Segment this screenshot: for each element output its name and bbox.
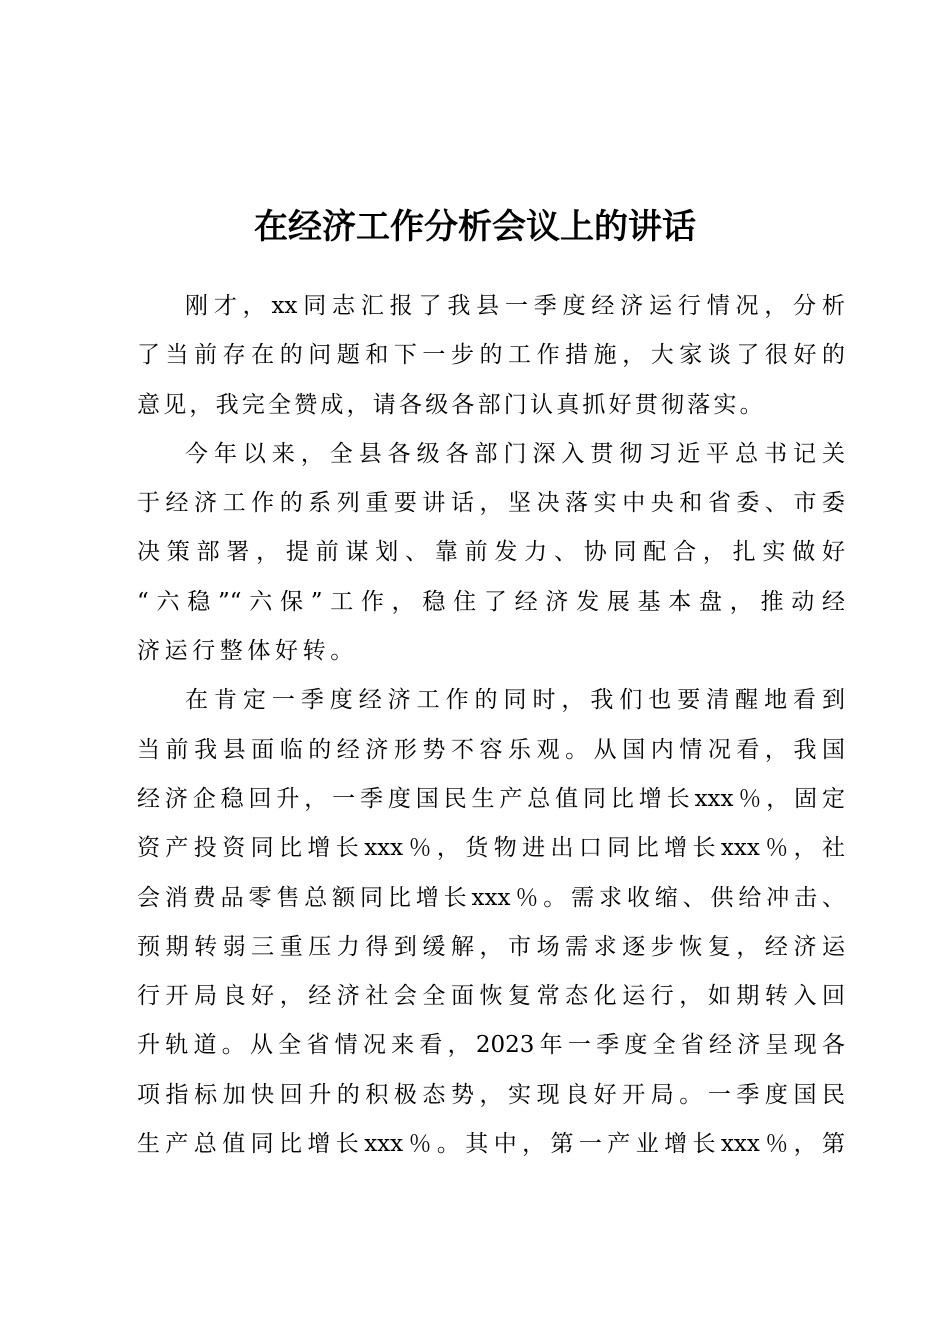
text-line: 济运行整体好转。 xyxy=(137,638,358,665)
text-line: 当前我县面临的经济形势不容乐观。从国内情况看，我国 xyxy=(137,736,845,763)
text-line: 会消费品零售总额同比增长xxx％。需求收缩、供给冲击、 xyxy=(137,884,845,911)
text-line: 今年以来，全县各级各部门深入贯彻习近平总书记关 xyxy=(185,440,845,467)
paragraph-2 xyxy=(137,430,845,676)
text-line: 经济企稳回升，一季度国民生产总值同比增长xxx％，固定 xyxy=(137,785,845,812)
document-title: 在经济工作分析会议上的讲话 xyxy=(254,207,696,247)
text-line: 资产投资同比增长xxx％，货物进出口同比增长xxx％，社 xyxy=(137,835,845,862)
document-body xyxy=(137,282,845,1169)
text-line: 生产总值同比增长xxx％。其中，第一产业增长xxx％，第 xyxy=(137,1131,845,1158)
text-line: 在肯定一季度经济工作的同时，我们也要清醒地看到 xyxy=(185,687,845,714)
text-line: 刚才，xx同志汇报了我县一季度经济运行情况，分析 xyxy=(185,293,845,319)
text-line: 了当前存在的问题和下一步的工作措施，大家谈了很好的 xyxy=(137,342,845,369)
text-line: 项指标加快回升的积极态势，实现良好开局。一季度国民 xyxy=(137,1081,845,1108)
text-line: 决策部署，提前谋划、靠前发力、协同配合，扎实做好 xyxy=(137,539,845,566)
text-line: 意见，我完全赞成，请各级各部门认真抓好贯彻落实。 xyxy=(137,391,766,418)
paragraph-3 xyxy=(137,676,845,1169)
text-line: “六稳”“六保”工作，稳住了经济发展基本盘，推动经 xyxy=(137,588,845,615)
text-line: 行开局良好，经济社会全面恢复常态化运行，如期转入回 xyxy=(137,983,845,1010)
paragraph-1 xyxy=(137,282,845,430)
text-line: 升轨道。从全省情况来看，2023年一季度全省经济呈现各 xyxy=(137,1032,845,1059)
text-line: 于经济工作的系列重要讲话，坚决落实中央和省委、市委 xyxy=(137,490,845,517)
text-line: 预期转弱三重压力得到缓解，市场需求逐步恢复，经济运 xyxy=(137,933,845,960)
